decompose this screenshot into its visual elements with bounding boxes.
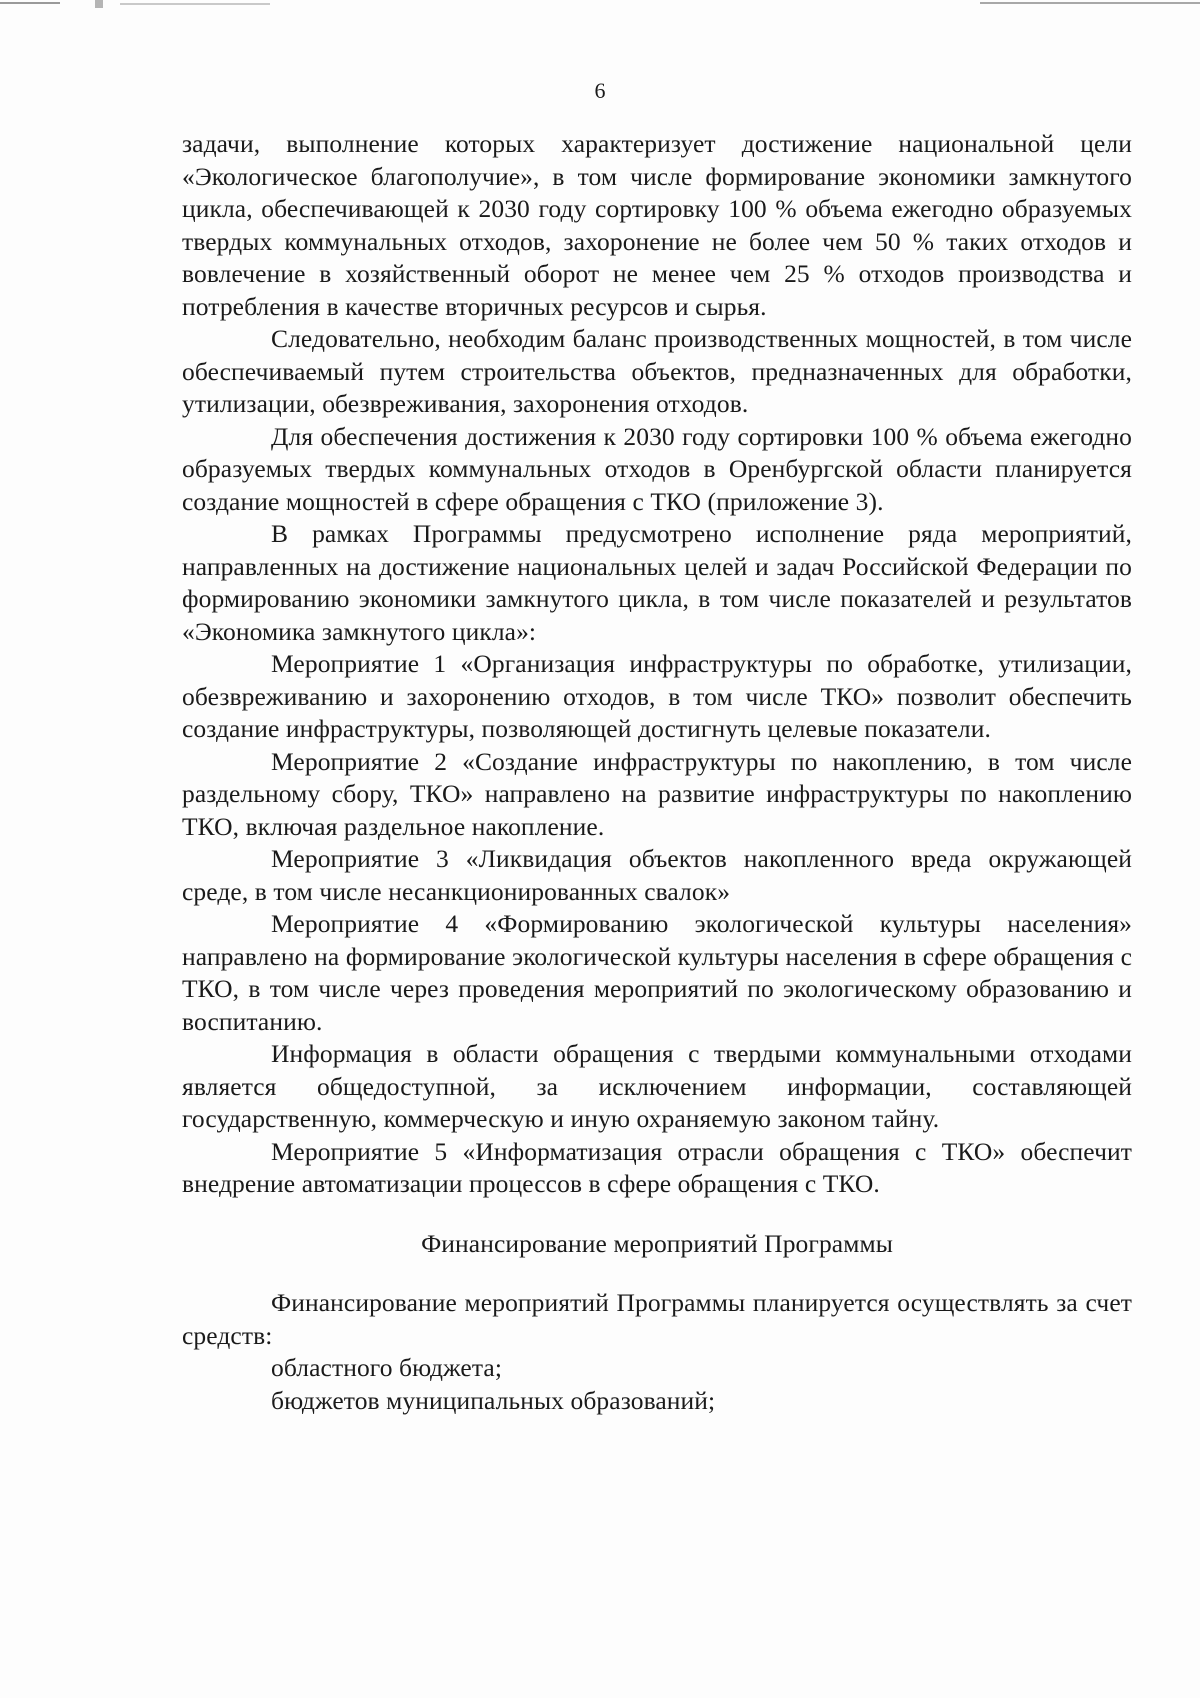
document-body xyxy=(182,128,1132,1417)
paragraph: В рамках Программы предусмотрено исполнение ряда мероприятий, направленных на достижение национальных целей и задач Российской Федерации по формированию экономики замкнутого цикла, в том числе показателей и результатов «Экономика замкнутого цикла»: xyxy=(182,519,1132,646)
paragraph: Следовательно, необходим баланс производственных мощностей, в том числе обеспечиваемый путем строительства объектов, предназначенных для обработки, утилизации, обезвреживания, захоронения отходов. xyxy=(182,324,1132,418)
page-number: 6 xyxy=(594,78,606,103)
financing-item: бюджетов муниципальных образований; xyxy=(271,1385,716,1415)
paragraph: Для обеспечения достижения к 2030 году сортировки 100 % объема ежегодно образуемых твердых коммунальных отходов в Оренбургской области планируется создание мощностей в сфере обращения с ТКО (приложение 3). xyxy=(182,421,1132,516)
paragraph: Мероприятие 3 «Ликвидация объектов накопленного вреда окружающей среде, в том числе несанкционированных свалок» xyxy=(182,844,1132,906)
paragraph: задачи, выполнение которых характеризует достижение национальной цели «Экологическое благополучие», в том числе формирование экономики замкнутого цикла, обеспечивающей к 2030 году сортировку 100 % объема ежегодно образуемых твердых коммунальных отходов, захоронение не более чем 50 % таких отходов и вовлечение в хозяйственный оборот не менее чем 25 % отходов производства и потребления в качестве вторичных ресурсов и сырья. xyxy=(182,129,1132,321)
scan-mark xyxy=(95,0,103,8)
paragraph: Мероприятие 4 «Формированию экологической культуры населения» направлено на формирование экологической культуры населения в сфере обращения с ТКО, в том числе через проведения мероприятий по экологическому образованию и воспитанию. xyxy=(182,909,1132,1036)
financing-intro: Финансирование мероприятий Программы планируется осуществлять за счет средств: xyxy=(182,1288,1132,1350)
paragraph: Информация в области обращения с твердыми коммунальными отходами является общедоступной, за исключением информации, составляющей государственную, коммерческую и иную охраняемую законом тайну. xyxy=(182,1039,1132,1133)
paragraph: Мероприятие 1 «Организация инфраструктуры по обработке, утилизации, обезвреживанию и захоронению отходов, в том числе ТКО» позволит обеспечить создание инфраструктуры, позволяющей достигнуть целевые показатели. xyxy=(182,649,1132,743)
scan-edge-artifact xyxy=(0,0,1200,10)
paragraph: Мероприятие 5 «Информатизация отрасли обращения с ТКО» обеспечит внедрение автоматизации процессов в сфере обращения с ТКО. xyxy=(182,1136,1132,1198)
scan-mark xyxy=(120,3,270,5)
section-heading: Финансирование мероприятий Программы xyxy=(421,1228,893,1258)
paragraph: Мероприятие 2 «Создание инфраструктуры по накоплению, в том числе раздельному сбору, ТКО» направлено на развитие инфраструктуры по накоплению ТКО, включая раздельное накопление. xyxy=(182,746,1132,841)
scan-mark xyxy=(980,2,1200,4)
scan-mark xyxy=(0,2,60,4)
financing-item: областного бюджета; xyxy=(271,1353,503,1382)
